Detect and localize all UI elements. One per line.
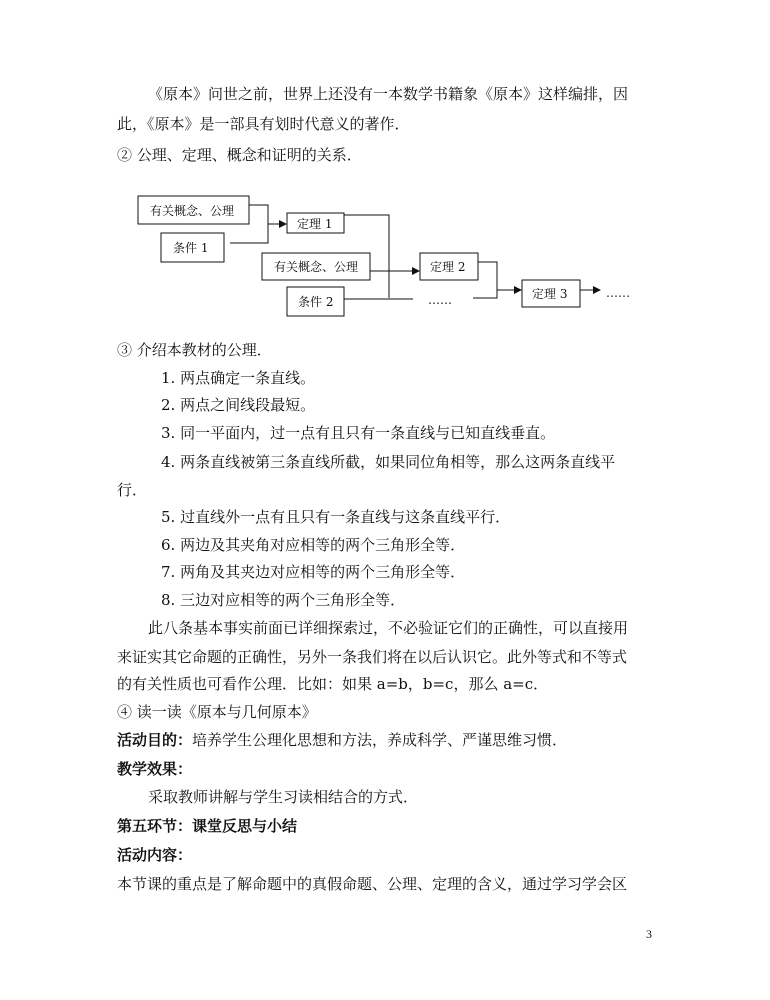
section3-heading: ③ 介绍本教材的公理． <box>117 341 272 359</box>
label-condition-2: 条件 2 <box>298 295 334 309</box>
axiom-1: 1. 两点确定一条直线。 <box>161 369 316 387</box>
axiom-7: 7. 两角及其夹边对应相等的两个三角形全等． <box>161 563 466 581</box>
axiom-6: 6. 两边及其夹角对应相等的两个三角形全等． <box>161 536 466 554</box>
para-line-2: 来证实其它命题的正确性，另外一条我们将在以后认识它。此外等式和不等式 <box>117 648 628 666</box>
axiom-2: 2. 两点之间线段最短。 <box>161 396 316 414</box>
intro-line-1: 《原本》问世之前，世界上还没有一本数学书籍象《原本》这样编排，因 <box>148 85 629 103</box>
para-line-1: 此八条基本事实前面已详细探索过，不必验证它们的正确性，可以直接用 <box>148 619 629 637</box>
label-concepts-2: 有关概念、公理 <box>274 260 359 274</box>
axiom-8: 8. 三边对应相等的两个三角形全等． <box>161 591 406 609</box>
stage5-heading: 第五环节：课堂反思与小结 <box>117 817 298 835</box>
activity-goal <box>117 730 567 750</box>
intro-line-2: 此，《原本》是一部具有划时代意义的著作． <box>117 115 410 133</box>
label-theorem-2: 定理 2 <box>430 260 466 274</box>
activity-content-text: 本节课的重点是了解命题中的真假命题、公理、定理的含义，通过学习学会区 <box>117 875 628 893</box>
para-line-3: 的有关性质也可看作公理．比如：如果 a=b，b=c，那么 a=c． <box>117 675 549 693</box>
page-number: 3 <box>646 927 652 941</box>
label-concepts-1: 有关概念、公理 <box>150 204 235 218</box>
ellipsis-mid: …… <box>428 293 452 307</box>
relationship-diagram <box>0 0 770 340</box>
activity-goal-text: 培养学生公理化思想和方法，养成科学、严谨思维习惯． <box>192 731 568 749</box>
label-theorem-3: 定理 3 <box>532 287 568 301</box>
axiom-4: 4. 两条直线被第三条直线所截，如果同位角相等，那么这两条直线平 <box>161 453 616 471</box>
axiom-4-continued: 行． <box>117 481 148 499</box>
connector-lines <box>230 205 497 299</box>
section4-heading: ④ 读一读《原本与几何原本》 <box>117 703 317 721</box>
activity-goal-label: 活动目的： <box>117 731 193 749</box>
label-condition-1: 条件 1 <box>173 241 209 255</box>
teaching-effect-text: 采取教师讲解与学生习读相结合的方式． <box>148 788 419 806</box>
label-theorem-1: 定理 1 <box>297 217 333 231</box>
section2-heading: ② 公理、定理、概念和证明的关系． <box>117 146 362 164</box>
teaching-effect-label: 教学效果： <box>117 760 193 778</box>
ellipsis-end: …… <box>606 286 630 300</box>
activity-content-label: 活动内容： <box>117 846 193 864</box>
axiom-5: 5. 过直线外一点有且只有一条直线与这条直线平行． <box>161 508 511 526</box>
axiom-3: 3. 同一平面内，过一点有且只有一条直线与已知直线垂直。 <box>161 424 556 442</box>
